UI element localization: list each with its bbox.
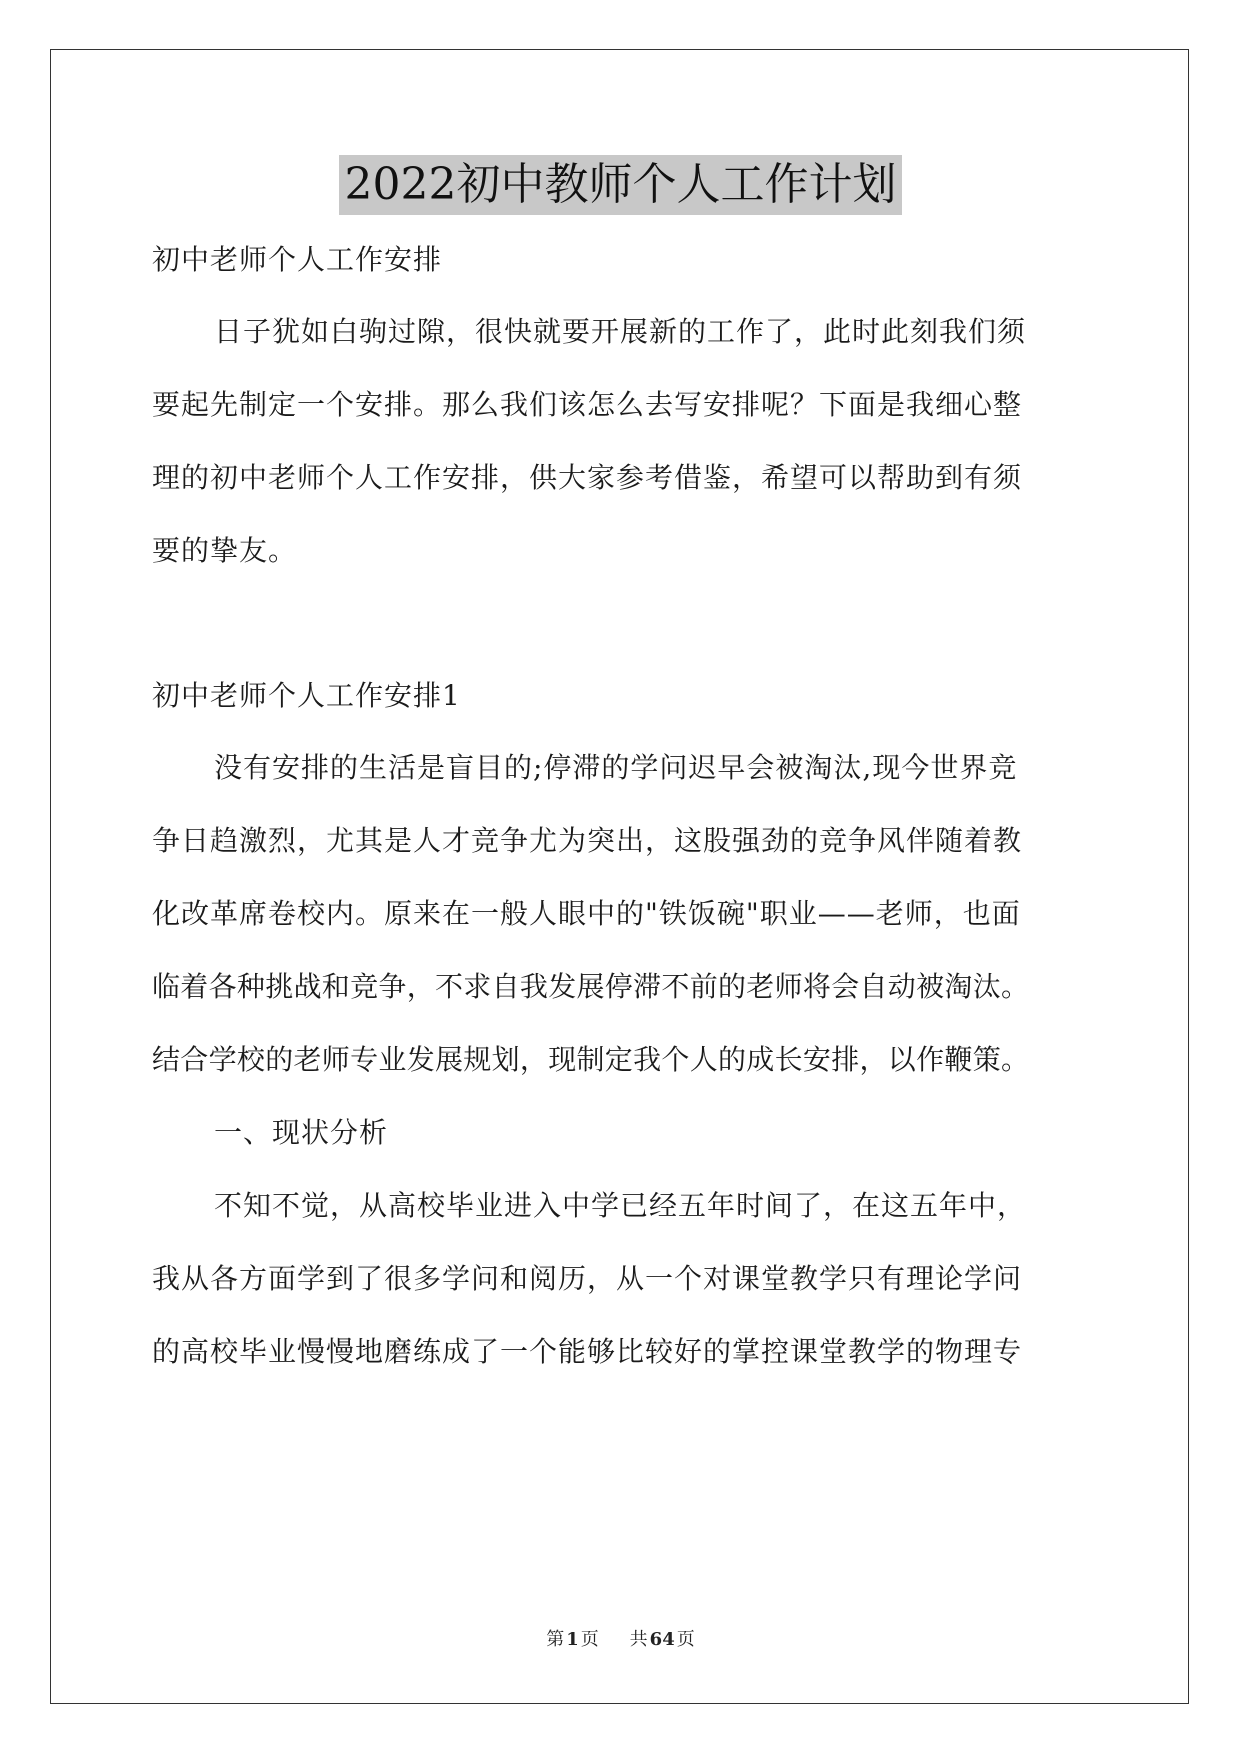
total-suffix: 页 [676, 1629, 695, 1650]
page-prefix: 第 [546, 1629, 565, 1650]
document-title: 2022初中教师个人工作计划 [339, 155, 903, 215]
analysis-line-1: 不知不觉，从高校毕业进入中学已经五年时间了，在这五年中， [214, 1189, 1027, 1222]
body-line-5: 结合学校的老师专业发展规划，现制定我个人的成长安排，以作鞭策。 [152, 1043, 1030, 1076]
intro-line-2: 要起先制定一个安排。那么我们该怎么去写安排呢？下面是我细心整 [152, 388, 1023, 421]
document-subtitle: 初中老师个人工作安排 [152, 243, 443, 276]
section-heading: 初中老师个人工作安排1 [152, 679, 461, 712]
total-prefix: 共 [629, 1629, 648, 1650]
body-line-2: 争日趋激烈，尤其是人才竞争尤为突出，这股强劲的竞争风伴随着教 [152, 824, 1023, 857]
analysis-line-2: 我从各方面学到了很多学问和阅历，从一个对课堂教学只有理论学问 [152, 1262, 1023, 1295]
intro-line-4: 要的挚友。 [152, 534, 298, 567]
analysis-line-3: 的高校毕业慢慢地磨练成了一个能够比较好的掌控课堂教学的物理专 [152, 1335, 1023, 1368]
page-number: 1 [566, 1629, 579, 1650]
total-pages-indicator [628, 1629, 697, 1650]
page-footer [0, 1628, 1241, 1652]
body-line-4: 临着各种挑战和竞争，不求自我发展停滞不前的老师将会自动被淘汰。 [152, 970, 1030, 1003]
intro-line-3: 理的初中老师个人工作安排，供大家参考借鉴，希望可以帮助到有须 [152, 461, 1023, 494]
title-wrap [0, 155, 1241, 215]
body-line-1: 没有安排的生活是盲目的;停滞的学问迟早会被淘汰,现今世界竞 [214, 751, 1018, 784]
page-frame [50, 49, 1189, 1704]
page-suffix: 页 [580, 1629, 599, 1650]
body-line-3: 化改革席卷校内。原来在一般人眼中的"铁饭碗"职业——老师，也面 [152, 897, 1021, 930]
total-pages: 64 [649, 1629, 675, 1650]
subsection-heading: 一、现状分析 [214, 1116, 389, 1149]
page-indicator [544, 1629, 601, 1650]
intro-line-1: 日子犹如白驹过隙，很快就要开展新的工作了，此时此刻我们须 [214, 315, 1027, 348]
